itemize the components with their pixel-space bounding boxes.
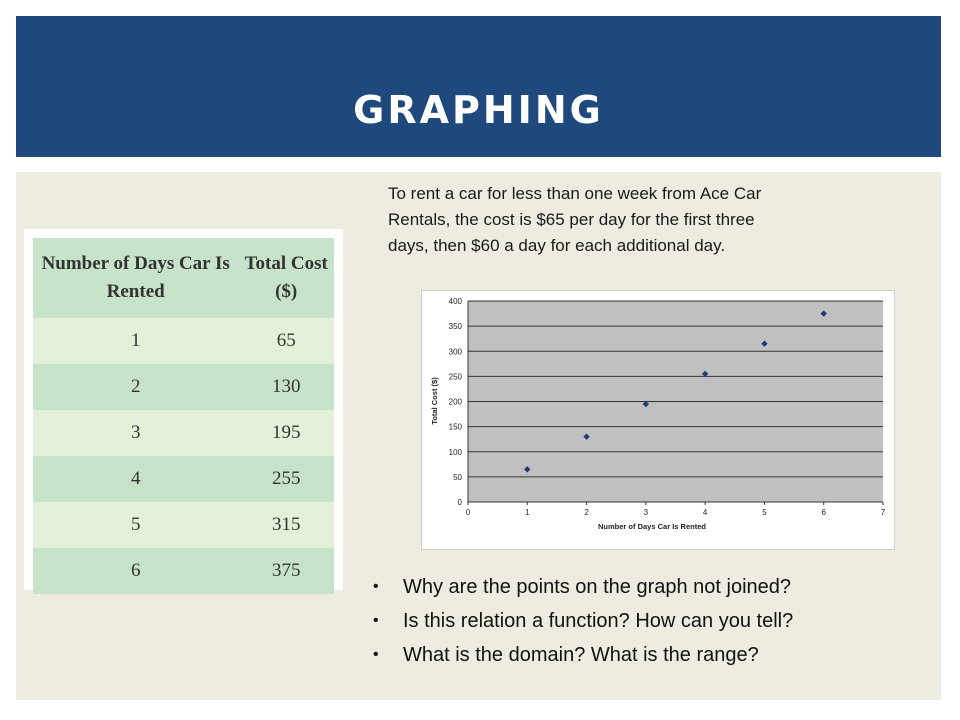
question-text: What is the domain? What is the range?	[403, 644, 759, 666]
question-text: Is this relation a function? How can you tell?	[403, 610, 794, 632]
x-tick-label: 6	[821, 508, 826, 517]
y-tick-label: 100	[448, 447, 462, 457]
y-tick-label: 250	[448, 372, 462, 382]
cell-days: 5	[33, 502, 238, 548]
cell-days: 3	[33, 410, 238, 456]
cell-days: 4	[33, 456, 238, 502]
y-tick-label: 50	[453, 472, 462, 482]
bullet-icon: •	[373, 578, 379, 595]
question-list	[371, 570, 793, 672]
cell-cost: 195	[238, 410, 334, 456]
cell-cost: 375	[238, 548, 334, 594]
x-axis-label: Number of Days Car Is Rented	[598, 522, 706, 531]
problem-description	[388, 181, 928, 259]
description-line: days, then $60 a day for each additional day.	[388, 236, 726, 255]
table-row	[33, 410, 334, 456]
x-tick-label: 2	[584, 508, 589, 517]
table-row	[33, 364, 334, 410]
scatter-chart	[422, 291, 894, 549]
question-text: Why are the points on the graph not joined?	[403, 576, 792, 598]
bullet-icon: •	[373, 612, 379, 629]
table-row	[33, 456, 334, 502]
x-tick-label: 4	[702, 508, 708, 517]
y-tick-label: 350	[448, 322, 462, 332]
description-line: Rentals, the cost is $65 per day for the first three	[388, 210, 755, 229]
list-item	[371, 604, 793, 638]
cell-days: 2	[33, 364, 238, 410]
x-tick-label: 1	[525, 508, 530, 517]
list-item	[371, 638, 793, 672]
rental-cost-table	[33, 238, 334, 594]
y-axis-label: Total Cost ($)	[430, 377, 439, 425]
x-tick-label: 0	[465, 508, 471, 517]
x-tick-label: 7	[880, 508, 886, 517]
list-item	[371, 570, 793, 604]
cell-cost: 65	[238, 318, 334, 364]
y-tick-label: 0	[457, 498, 462, 507]
y-tick-label: 300	[448, 347, 462, 357]
chart-frame	[422, 291, 894, 549]
cell-days: 1	[33, 318, 238, 364]
table-row	[33, 502, 334, 548]
y-tick-labels	[449, 297, 463, 507]
description-line: To rent a car for less than one week from Ace Car	[388, 184, 762, 203]
cell-cost: 255	[238, 456, 334, 502]
header-days: Number of Days Car Is Rented	[33, 238, 238, 318]
cell-days: 6	[33, 548, 238, 594]
bullet-icon: •	[373, 646, 379, 663]
cell-cost: 130	[238, 364, 334, 410]
cell-cost: 315	[238, 502, 334, 548]
title-banner	[16, 16, 941, 157]
x-tick-label: 3	[643, 508, 649, 517]
table-row	[33, 548, 334, 594]
table-row	[33, 318, 334, 364]
slide-title: GRAPHING	[353, 88, 604, 132]
y-tick-label: 400	[448, 297, 462, 306]
header-cost: Total Cost ($)	[238, 238, 334, 318]
x-tick-labels	[466, 502, 886, 517]
x-tick-label: 5	[762, 508, 767, 517]
y-tick-label: 200	[448, 397, 462, 407]
y-tick-label: 150	[448, 422, 462, 432]
